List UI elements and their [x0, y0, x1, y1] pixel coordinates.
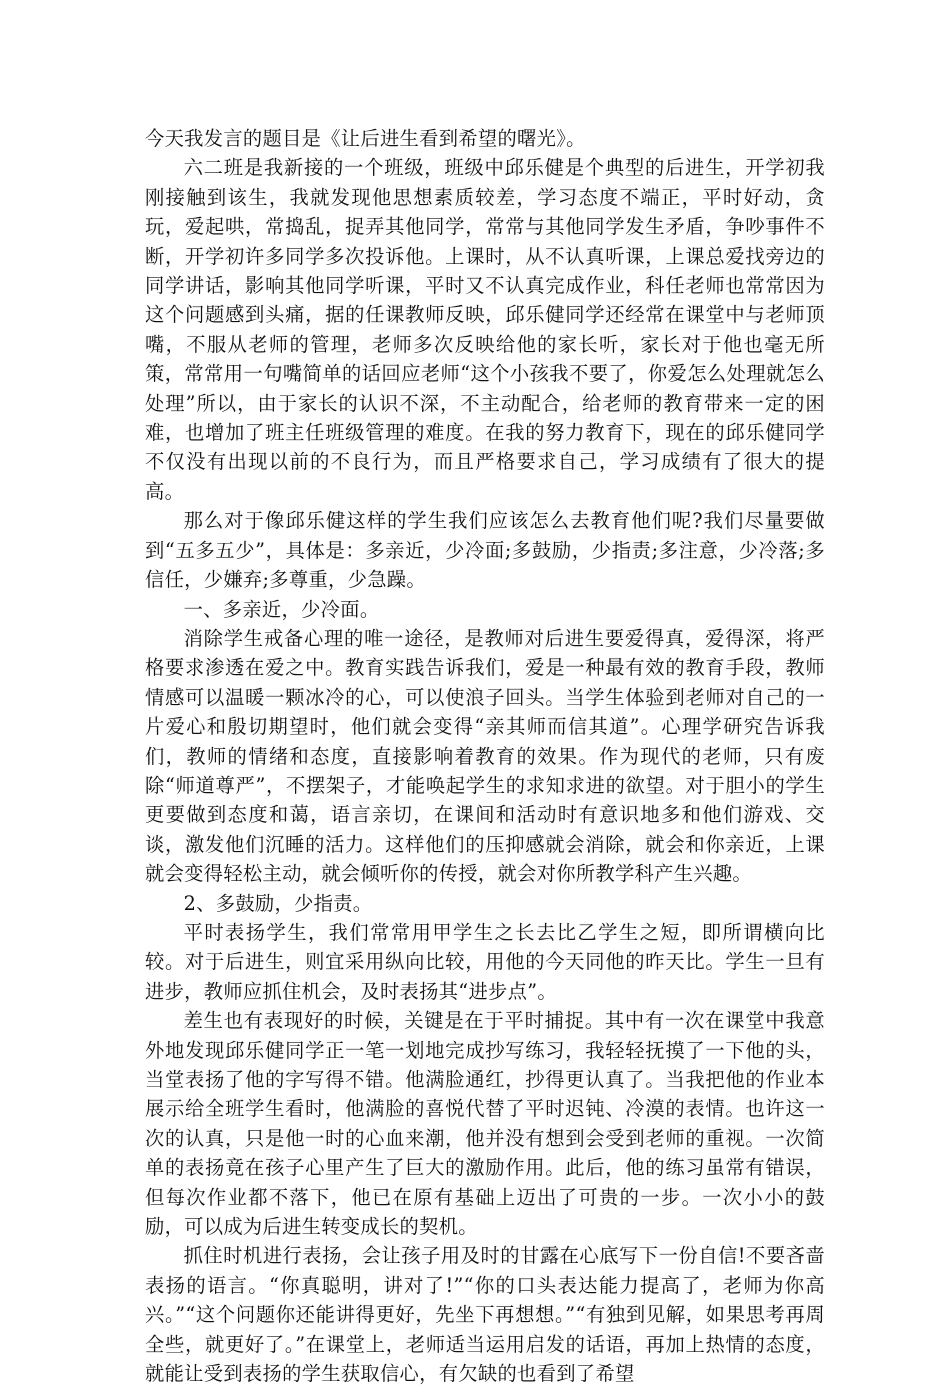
- section-heading-2: 2、多鼓励，少指责。: [183, 891, 373, 915]
- paragraph-student-background: 六二班是我新接的一个班级，班级中邱乐健是个典型的后进生，开学初我刚接触到该生，我就发现他思想素质较差，学习态度不端正，平时好动，贪玩，爱起哄，常捣乱，捉弄其他同学，常常与其他同学发生矛盾，争吵事件不断，开学初许多同学多次投诉他。上课时，从不认真听课，上课总爱找旁边的同学讲话，影响其他同学听课，平时又不认真完成作业，科任老师也常常因为这个问题感到头痛，据的任课教师反映，邱乐健同学还经常在课堂中与老师顶嘴，不服从老师的管理，老师多次反映给他的家长听，家长对于他也毫无所策，常常用一句嘴简单的话回应老师“这个小孩我不要了，你爱怎么处理就怎么处理”所以，由于家长的认识不深，不主动配合，给老师的教育带来一定的困难，也增加了班主任班级管理的难度。在我的努力教育下，现在的邱乐健同学不仅没有出现以前的不良行为，而且严格要求自己，学习成绩有了很大的提高。: [145, 156, 825, 503]
- paragraph-timely-praise: 抓住时机进行表扬，会让孩子用及时的甘露在心底写下一份自信!不要吝啬表扬的语言。“你真聪明，讲对了!”“你的口头表达能力提高了，老师为你高兴。”“这个问题你还能讲得更好，先坐下再想想。”“有独到见解，如果思考再周全些，就更好了。”在课堂上，老师适当运用启发的话语，再加上热情的态度，就能让受到表扬的学生获取信心，有欠缺的也看到了希望: [145, 1244, 825, 1386]
- paragraph-love-education: 消除学生戒备心理的唯一途径，是教师对后进生要爱得真，爱得深，将严格要求渗透在爱之中。教育实践告诉我们，爱是一种最有效的教育手段，教师情感可以温暖一颗冰冷的心，可以使浪子回头。当学生体验到老师对自己的一片爱心和殷切期望时，他们就会变得“亲其师而信其道”。心理学研究告诉我们，教师的情绪和态度，直接影响着教育的效果。作为现代的老师，只有废除“师道尊严”，不摆架子，才能唤起学生的求知求进的欲望。对于胆小的学生更要做到态度和蔼，语言亲切，在课间和活动时有意识地多和他们游戏、交谈，激发他们沉睡的活力。这样他们的压抑感就会消除，就会和你亲近，上课就会变得轻松主动，就会倾听你的传授，就会对你所教学科产生兴趣。: [145, 626, 825, 886]
- section-heading-1: 一、多亲近，少冷面。: [183, 597, 380, 621]
- paragraph-title-intro: 今天我发言的题目是《让后进生看到希望的曙光》。: [145, 127, 586, 150]
- paragraph-five-more-five-less: 那么对于像邱乐健这样的学生我们应该怎么去教育他们呢?我们尽量要做到“五多五少”，具体是：多亲近，少冷面;多鼓励，少指责;多注意，少冷落;多信任，少嫌弃;多尊重，少急躁。: [145, 509, 825, 592]
- paragraph-vertical-comparison: 平时表扬学生，我们常常用甲学生之长去比乙学生之短，即所谓横向比较。对于后进生，则宜采用纵向比较，用他的今天同他的昨天比。学生一旦有进步，教师应抓住机会，及时表扬其“进步点”。: [145, 920, 825, 1003]
- paragraph-praise-example: 差生也有表现好的时候，关键是在于平时捕捉。其中有一次在课堂中我意外地发现邱乐健同学正一笔一划地完成抄写练习，我轻轻抚摸了一下他的头，当堂表扬了他的字写得不错。他满脸通红，抄得更认真了。当我把他的作业本展示给全班学生看时，他满脸的喜悦代替了平时迟钝、冷漠的表情。也许这一次的认真，只是他一时的心血来潮，他并没有想到会受到老师的重视。一次简单的表扬竟在孩子心里产生了巨大的激励作用。此后，他的练习虽常有错误，但每次作业都不落下，他已在原有基础上迈出了可贵的一步。一次小小的鼓励，可以成为后进生转变成长的契机。: [145, 1009, 825, 1239]
- document-body: [145, 124, 825, 1388]
